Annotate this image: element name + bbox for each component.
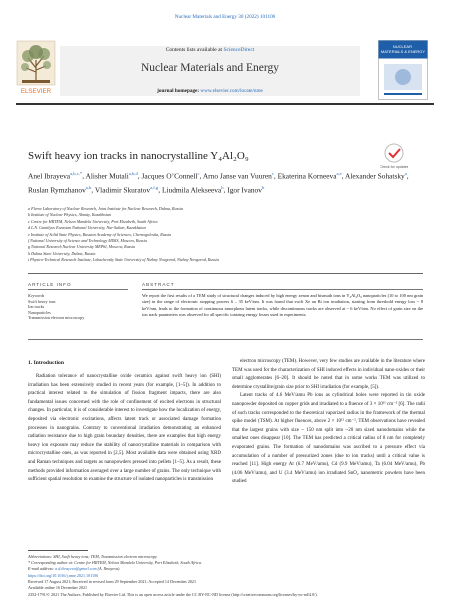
cover-title-text: NUCLEAR MATERIALS & ENERGY (380, 44, 426, 54)
keyword-item: Nanoparticles (28, 309, 51, 315)
body-paragraph: Latent tracks of 4.6 MeV/amu Pb ions as cylindrical holes were reported in tin oxide nanopowder deposited on copper grids and irradiated to a fluence of 3 × 10¹¹ cm⁻² [6]. The radii of such tracks corresponded to the theoretical vaporized radius in the framework of the thermal spike model (TSM). At higher fluences, above 2 × 10¹² cm⁻², TEM observations have revealed that the largest grains with size ~ 150 nm split into ~20 nm sized nanodomains while the smallest ones disappear [10]. The TEM has predicted a critical radius of 8 nm for completely evaporated grains. The formation of nanodomains was ascribed to a pressure effect via accumulation of a number of pressurized zones (due to ion tracks) until a critical value is reached [11]. High energy Ar (6.7 MeV/amu), Cd (9.9 MeV/amu), Ta (6.04 MeV/amu), Pb (4.06 MeV/amu), and U (3.4 MeV/amu) ion irradiated SnO₂ nanometric powders have been studied (232, 393, 425, 485)
journal-cover-icon (378, 40, 428, 100)
affiliation-item: a Flerov Laboratory of Nuclear Research, Joint Institute for Nuclear Research, Dubna, Russia (28, 206, 183, 211)
affiliation-rule (28, 273, 423, 274)
journal-citation[interactable]: Nuclear Materials and Energy 30 (2022) 101106 (174, 14, 276, 20)
keywords-heading: Keywords (28, 293, 45, 298)
author-affiliation-marker[interactable]: a,f,g (150, 185, 159, 191)
abstract-heading: ABSTRACT (142, 282, 175, 287)
article-info-heading: ARTICLE INFO (28, 282, 72, 287)
author-name[interactable]: Jacques O’Connell (141, 171, 198, 181)
author-name[interactable]: Alisher Mutali (85, 171, 129, 181)
author-affiliation-marker[interactable]: c (271, 171, 274, 176)
author-name[interactable]: Vladimir Skuratov (94, 185, 151, 195)
author-name[interactable]: Anel Ibrayeva (28, 171, 71, 181)
author-affiliation-marker[interactable]: a (404, 171, 407, 176)
body-column-right (232, 358, 425, 487)
doi-link[interactable]: https://doi.org/10.1016/j.nme.2021.101106 (28, 573, 99, 578)
license-line: 2352-1791/© 2021 The Authors. Published by Elsevier Ltd. This is an open access article under the CC BY-NC-ND license (http://creativecommons.org/licenses/by-nc-nd/4.0/). (28, 591, 318, 597)
author-name[interactable]: Ruslan Rymzhanov (28, 185, 86, 195)
email-suffix: (A. Ibrayeva). (97, 566, 121, 572)
affiliation-item: h Dubna State University, Dubna, Russia (28, 250, 96, 256)
homepage-prefix: journal homepage: (157, 88, 200, 94)
affiliation-item: f National University of Science and Technology MISIS, Moscow, Russia (28, 238, 147, 244)
homepage-link[interactable]: www.elsevier.com/locate/nme (200, 88, 263, 94)
sciencedirect-link[interactable]: ScienceDirect (223, 47, 255, 53)
author-affiliation-marker[interactable]: a,b,c,* (70, 171, 83, 176)
abstract-text: We report the first results of a TEM study of structural changes induced by high energy xenon and bismuth ions in Y₄Al₂O₉ nanoparticles (10 to 100 nm grain size) in the range of electronic stopping powers 6 – 35 keV/nm. It was found that swift Xe an Bi ion irradiation, starting from threshold energy loss ~ 8 keV/nm, leads to the formation of continuous amorphous latent tracks, while discontinuous tracks are observed at ~ 6 keV/nm. No effect of grain size on the ion track parameters was observed for all specific ionizing energy losses used in experiments. (142, 293, 423, 317)
available-online: Available online 16 December 2021 (28, 585, 88, 591)
author-name[interactable]: Arno Janse van Vuuren (202, 171, 272, 181)
email-prefix: E-mail address: (28, 566, 55, 572)
elsevier-wordmark: ELSEVIER (20, 88, 52, 95)
author-affiliation-marker[interactable]: h (221, 185, 224, 191)
author-affiliation-marker[interactable]: a,e (336, 171, 342, 176)
footnote-rule (28, 550, 88, 551)
author-name[interactable]: Liudmila Alekseeva (161, 185, 222, 195)
contents-line (60, 47, 360, 53)
article-title: Swift heavy ion tracks in nanocrystalline Y₄Al₂O₉ (28, 150, 249, 162)
affiliation-item: c Centre for HRTEM, Nelson Mandela University, Port Elizabeth, South Africa (28, 218, 158, 224)
author-list: Anel Ibrayeva$^{a,b,c,*}$, Alisher Mutali$^{a,b,d}$, Jacques O’Connell$^c$, Arno Janse van Vuuren$^c$, Ekaterina Korneeva$^{a,e}$, Alexander Sohatsky$^a$, Ruslan Rymzhanov$^{a,b}$, Vladimir Skuratov$^{a,f,g}$, Liudmila Alekseeva$^h$, Igor Ivanov$^b$ (28, 171, 409, 195)
abstract-rule (142, 289, 423, 290)
abstract-bottom-rule (28, 339, 423, 340)
introduction-heading: 1. Introduction (28, 360, 64, 366)
author-name[interactable]: Ekaterina Korneeva (277, 171, 337, 181)
journal-cover-thumbnail[interactable] (378, 40, 428, 100)
body-paragraph: electron microscopy (TEM). However, very few studies are available in the literature where TEM was used for the characterization of SHI induced effects in individual nano-oxides or their small agglomerates [6–20]. It should be noted that in some works TEM was utilized to determine crystallite/grain size prior to SHI irradiation (for example, [5]). (232, 359, 425, 390)
author-name[interactable]: Igor Ivanov (227, 185, 262, 195)
email-line (28, 566, 428, 572)
affiliation-list (28, 206, 423, 264)
contents-prefix: Contents lists available at (165, 47, 223, 53)
author-affiliation-marker[interactable]: a,b,d (128, 171, 138, 176)
keyword-item: Transmission electron microscopy (28, 315, 85, 321)
svg-text:Check for updates: Check for updates (380, 165, 408, 169)
author-affiliation-marker[interactable]: a,b (85, 185, 92, 191)
corresponding-author-note: * Corresponding author at: Centre for HRTEM, Nelson Mandela University, Port Elizabeth, South Africa. (28, 560, 202, 566)
keyword-item: Swift heavy ions (28, 298, 56, 304)
keywords-block (28, 293, 128, 321)
received-dates: Received 17 August 2021; Received in revised form 29 September 2021; Accepted 14 December 2021 (28, 579, 197, 585)
crossmark-icon (380, 142, 408, 170)
keyword-item: Ion tracks (28, 304, 45, 310)
abbreviations-note: Abbreviations: SHI, Swift heavy ions; TEM, Transmission electron microscopy. (28, 554, 158, 559)
footnotes (28, 554, 428, 573)
elsevier-logo[interactable] (16, 40, 56, 96)
body-paragraph: Radiation tolerance of nanocrystalline oxide ceramics against swift heavy ion (SHI) irradiation has been extensively studied in recent years (for example, [1–5]). In addition to practical interest related to the simulation of fission fragment impacts, there are also fundamental issues concerned with the role of confinement of excited electrons in structural changes. In particular, it is of considerable interest to investigate how the localization of energy, deposited via electronic excitations, affects latent track or associated damage formation processes in nanograins. Contrary to conventional irradiation demonstrating an enhanced radiation resistance due to high grain boundary densities, there are examples that high energy heavy ion exposure may reduce the stability of nanocrystalline materials in comparison with microcrystalline ones, as was reported in [2,5]. Most available data were obtained using XRD and Raman techniques and targets as nanopowders pressed into pellets [1–5]. As a result, these methods provided information averaged over a large number of grains. The only technique with sufficient spatial resolution to examine the structure of isolated nanoparticles is transmission (28, 374, 221, 483)
article-info-rule (28, 289, 128, 290)
email-link[interactable]: a.d.ibrayeva@gmail.com (55, 566, 97, 572)
publication-info (28, 573, 428, 598)
homepage-line (60, 88, 360, 94)
header-rule (16, 103, 434, 105)
affiliation-item: b Institute of Nuclear Physics, Almaty, Kazakhstan (28, 212, 111, 218)
body-column-left (28, 373, 221, 485)
author-affiliation-marker[interactable]: c (197, 171, 200, 176)
elsevier-tree-icon (16, 40, 56, 96)
affiliation-item: g National Research Nuclear University MEPhI, Moscow, Russia (28, 244, 135, 250)
affiliation-item: e Institute of Solid State Physics, Russian Academy of Sciences, Chernogolovka, Russia (28, 231, 172, 237)
affiliation-item: d L.N. Gumilyov Eurasian National University, Nur-Sultan, Kazakhstan (28, 225, 146, 231)
affiliation-item: i Physico-Technical Research Institute, Lobachevsky State University of Nizhny Novgorod, Nizhny Novgorod, Russia (28, 257, 219, 263)
journal-title[interactable]: Nuclear Materials and Energy (140, 62, 280, 74)
author-name[interactable]: Alexander Sohatsky (345, 171, 405, 181)
keywords-list (28, 299, 128, 321)
check-for-updates-badge[interactable] (380, 142, 408, 170)
author-affiliation-marker[interactable]: b (261, 185, 265, 191)
